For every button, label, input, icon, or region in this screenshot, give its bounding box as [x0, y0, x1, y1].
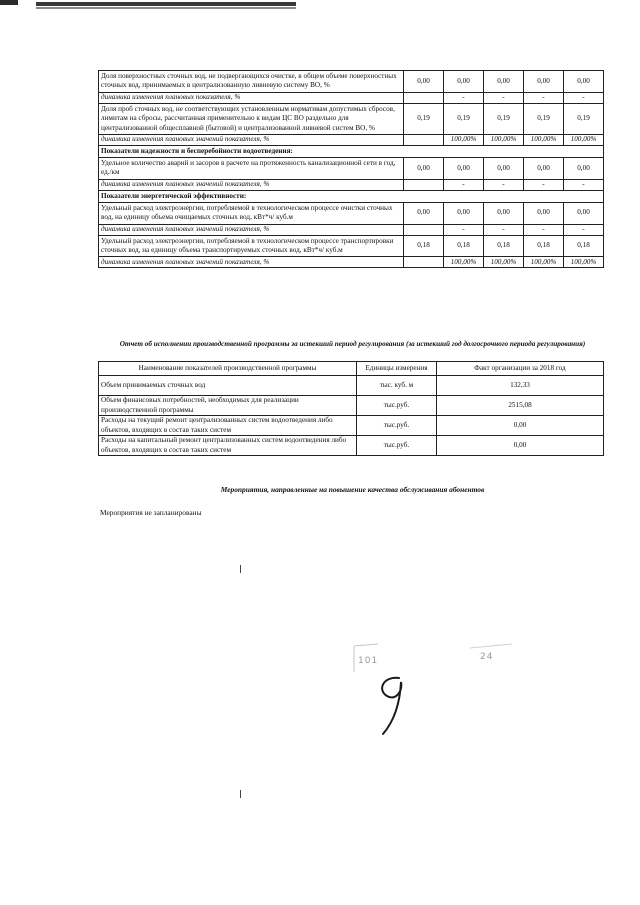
- dynamics-row: [99, 134, 604, 145]
- indicators-table: [98, 70, 604, 268]
- indicator-label: Доля поверхностных сточных вод, не подвергающихся очистке, в общем объеме поверхностных сточных вод, принимаемых в централизованную ливневую систему ВО, %: [99, 71, 404, 93]
- measures-title: Мероприятия, направленные на повышение качества обслуживания абонентов: [220, 485, 485, 494]
- stamp-fragment-left: 101: [358, 656, 379, 666]
- indicator-value: -: [564, 179, 604, 190]
- indicator-value: 0,00: [564, 71, 604, 93]
- table-row: [99, 71, 604, 93]
- report-header-row: [99, 362, 604, 376]
- indicator-value: 0,00: [404, 202, 444, 224]
- indicator-label: Доля проб сточных вод, не соответствующих установленным нормативам допустимых сбросов, лимитам на сбросы, рассчитанная применительно к видам ЦС ВО раздельно для централизованной общесплавной (бытовой) и централизованной ливневой систем ВО, %: [99, 103, 404, 134]
- table-row: [99, 436, 604, 456]
- report-row-name: Расходы на капитальный ремонт централизованных систем водоотведения либо объектов, входящих в состав таких систем: [99, 436, 357, 456]
- indicator-value: -: [444, 92, 484, 103]
- dynamics-label: динамика изменения плановых значений показателя, %: [99, 179, 404, 190]
- report-title: Отчет об исполнении производственной программы за истекший период регулирования (за истекший год долгосрочного периода регулирования): [119, 340, 586, 348]
- section-label: Показатели энергетической эффективности:: [99, 190, 604, 202]
- handwritten-page-number: [365, 672, 425, 742]
- scan-top-line-shadow: [36, 7, 296, 9]
- indicator-value: 0,19: [524, 103, 564, 134]
- dynamics-label: динамика изменения плановых значений показателя, %: [99, 257, 404, 268]
- table-row: [99, 396, 604, 416]
- indicator-value: -: [444, 179, 484, 190]
- table-row: [99, 376, 604, 396]
- report-row-unit: тыс. куб. м: [357, 376, 437, 396]
- table-row: [99, 202, 604, 224]
- dynamics-label: динамика изменения плановых значений показателя, %: [99, 224, 404, 235]
- indicator-value: -: [484, 224, 524, 235]
- indicator-label: Удельный расход электроэнергии, потребляемой в технологическом процессе очистки сточных вод, на единицу объема очищаемых сточных вод, кВт*ч/ куб.м: [99, 202, 404, 224]
- scan-tick-mark: [240, 565, 241, 573]
- indicator-value: 100,00%: [524, 134, 564, 145]
- indicator-value: 0,00: [444, 202, 484, 224]
- indicator-value: [404, 92, 444, 103]
- section-row: [99, 145, 604, 157]
- indicator-value: 0,19: [404, 103, 444, 134]
- indicator-value: 0,00: [524, 71, 564, 93]
- report-row-unit: тыс.руб.: [357, 396, 437, 416]
- report-row-value: 0,00: [437, 416, 604, 436]
- indicator-value: 0,00: [564, 202, 604, 224]
- table-row: [99, 416, 604, 436]
- indicator-value: [404, 257, 444, 268]
- indicator-value: 100,00%: [524, 257, 564, 268]
- indicator-value: 100,00%: [444, 134, 484, 145]
- dynamics-row: [99, 92, 604, 103]
- report-row-value: 0,00: [437, 436, 604, 456]
- scan-edge-mark: [0, 0, 18, 5]
- indicator-label: Удельный расход электроэнергии, потребляемой в технологическом процессе транспортировки сточных вод, на единицу объема транспортируемых сточных вод, кВт*ч/ куб.м: [99, 235, 404, 257]
- report-table: [98, 361, 604, 456]
- dynamics-row: [99, 257, 604, 268]
- indicator-value: -: [564, 92, 604, 103]
- indicator-value: -: [564, 224, 604, 235]
- scan-tick-mark: [240, 790, 241, 798]
- dynamics-label: динамика изменения плановых показателя, %: [99, 92, 404, 103]
- indicator-value: 0,00: [484, 71, 524, 93]
- indicator-label: Удельное количество аварий и засоров в расчете на протяженность канализационной сети в год, ед./км: [99, 157, 404, 179]
- indicator-value: 0,00: [524, 202, 564, 224]
- indicator-value: 0,00: [404, 71, 444, 93]
- report-row-name: Объем финансовых потребностей, необходимых для реализации производственной программы: [99, 396, 357, 416]
- indicator-value: 0,18: [484, 235, 524, 257]
- indicator-value: 0,00: [444, 157, 484, 179]
- report-header-unit: Единицы измерения: [357, 362, 437, 376]
- report-header-fact: Факт организации за 2018 год: [437, 362, 604, 376]
- indicator-value: 0,00: [444, 71, 484, 93]
- indicator-value: 100,00%: [564, 257, 604, 268]
- section-row: [99, 190, 604, 202]
- indicator-value: [404, 224, 444, 235]
- report-row-value: 132,33: [437, 376, 604, 396]
- table-row: [99, 235, 604, 257]
- report-row-name: Объем принимаемых сточных вод: [99, 376, 357, 396]
- indicator-value: 100,00%: [444, 257, 484, 268]
- indicator-value: 0,18: [524, 235, 564, 257]
- indicator-value: 0,18: [444, 235, 484, 257]
- indicator-value: 0,19: [484, 103, 524, 134]
- indicator-value: 0,00: [564, 157, 604, 179]
- section-label: Показатели надежности и бесперебойности водоотведения:: [99, 145, 604, 157]
- indicator-value: [404, 179, 444, 190]
- report-header-name: Наименование показателей производственной программы: [99, 362, 357, 376]
- indicator-value: -: [524, 92, 564, 103]
- report-row-name: Расходы на текущий ремонт централизованных систем водоотведения либо объектов, входящих в состав таких систем: [99, 416, 357, 436]
- indicator-value: 0,19: [564, 103, 604, 134]
- report-row-unit: тыс.руб.: [357, 416, 437, 436]
- stamp-fragment-right: 24: [480, 652, 494, 662]
- indicator-value: 0,00: [404, 157, 444, 179]
- indicator-value: 100,00%: [484, 134, 524, 145]
- report-row-unit: тыс.руб.: [357, 436, 437, 456]
- indicator-value: -: [444, 224, 484, 235]
- indicator-value: [404, 134, 444, 145]
- table-row: [99, 157, 604, 179]
- indicator-value: -: [524, 224, 564, 235]
- dynamics-row: [99, 224, 604, 235]
- indicator-value: 0,19: [444, 103, 484, 134]
- dynamics-row: [99, 179, 604, 190]
- report-row-value: 2515,08: [437, 396, 604, 416]
- indicator-value: -: [484, 92, 524, 103]
- indicator-value: 100,00%: [484, 257, 524, 268]
- scan-top-line: [36, 2, 296, 6]
- indicator-value: 0,00: [484, 157, 524, 179]
- indicator-value: 0,00: [524, 157, 564, 179]
- indicator-value: -: [524, 179, 564, 190]
- table-row: [99, 103, 604, 134]
- indicator-value: 100,00%: [564, 134, 604, 145]
- indicator-value: 0,18: [564, 235, 604, 257]
- indicator-value: 0,18: [404, 235, 444, 257]
- indicator-value: -: [484, 179, 524, 190]
- measures-text: Мероприятия не запланированы: [100, 508, 202, 517]
- indicator-value: 0,00: [484, 202, 524, 224]
- dynamics-label: динамика изменения плановых значений показателя, %: [99, 134, 404, 145]
